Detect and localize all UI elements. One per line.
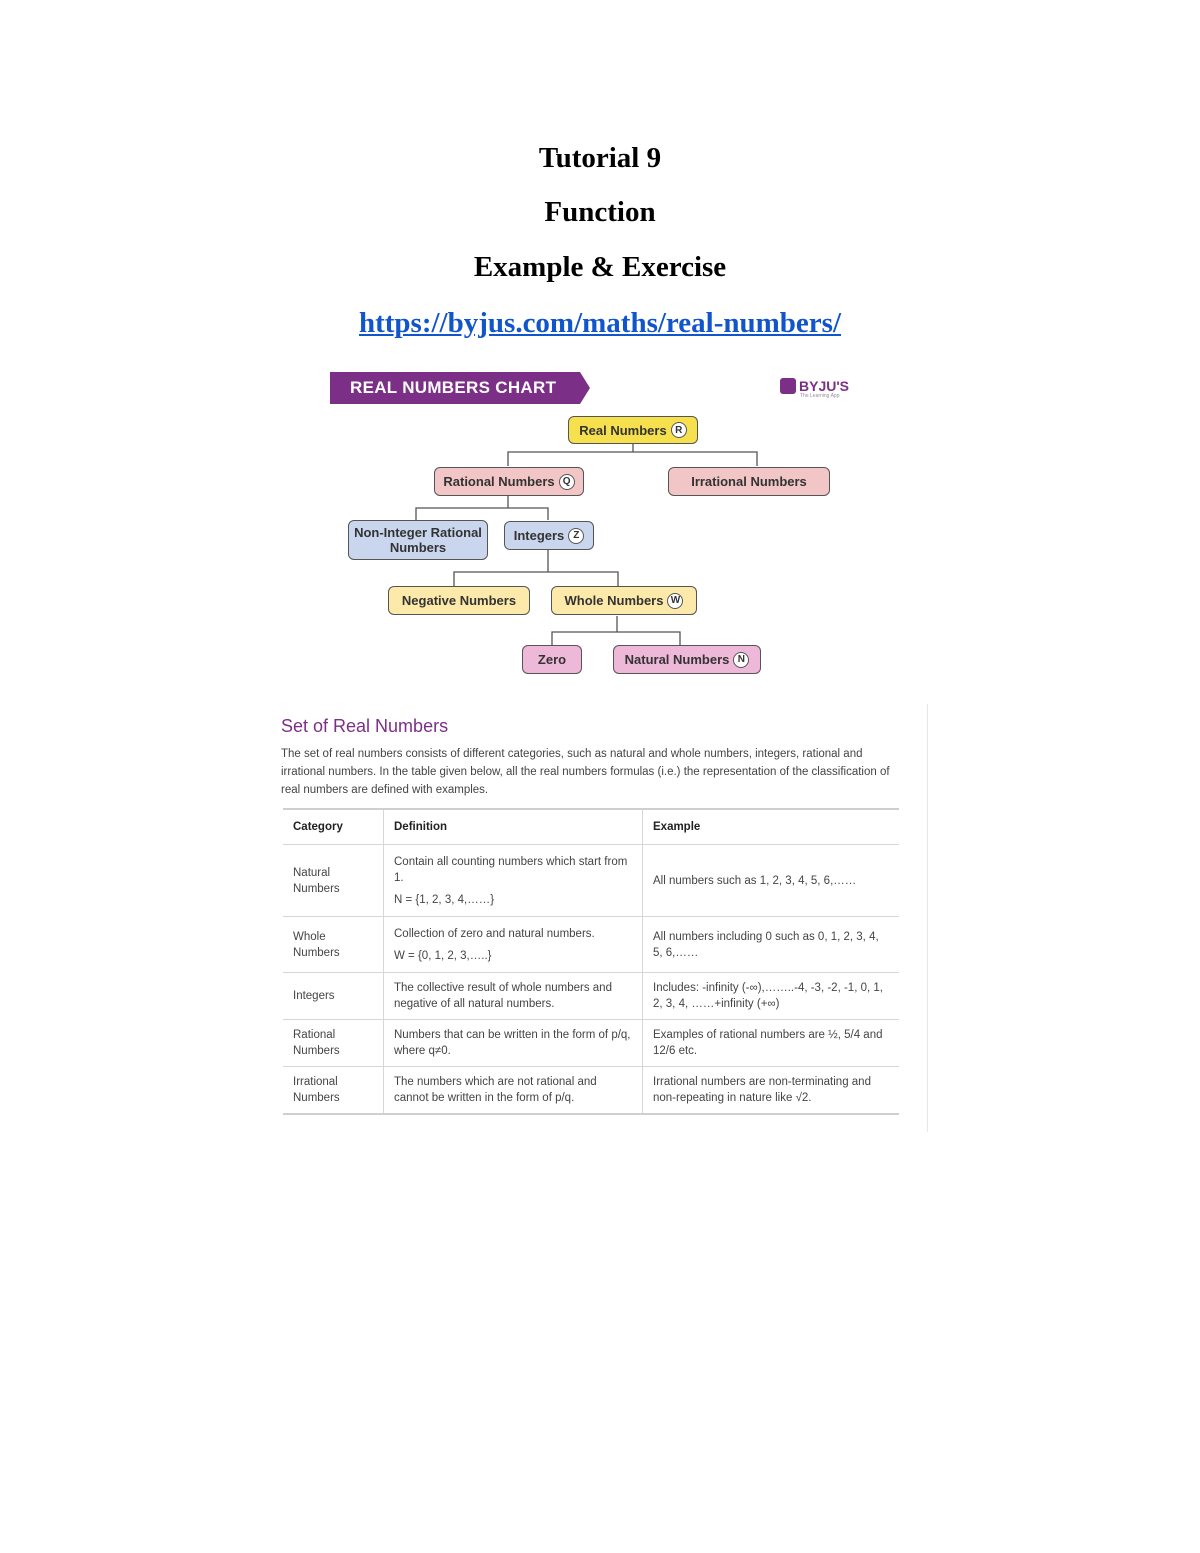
node-natural-numbers — [613, 645, 761, 674]
node-negative-label: Negative Numbers — [401, 593, 517, 608]
node-zero-label: Zero — [537, 652, 567, 667]
node-negative-numbers — [388, 586, 530, 615]
symbol-q: Q — [559, 474, 575, 490]
node-non-integer-rational — [348, 520, 488, 560]
symbol-w: W — [667, 593, 683, 609]
symbol-r: R — [671, 422, 687, 438]
reference-link[interactable]: https://byjus.com/maths/real-numbers/ — [358, 307, 841, 339]
page-subtitle: Function — [544, 196, 656, 228]
brand-tagline: The Learning App — [800, 393, 840, 399]
real-numbers-chart — [326, 368, 858, 700]
cell-category: Irrational Numbers — [283, 1067, 384, 1114]
cell-definition: Numbers that can be written in the form of p/q, where q≠0. — [384, 1020, 643, 1067]
definition-formula: N = {1, 2, 3, 4,……} — [394, 893, 495, 906]
cell-definition — [384, 845, 643, 917]
cell-definition: The numbers which are not rational and cannot be written in the form of p/q. — [384, 1067, 643, 1114]
node-non-integer-label: Non-Integer Rational Numbers — [354, 525, 482, 555]
cell-definition — [384, 917, 643, 973]
cell-category: Integers — [283, 973, 384, 1020]
cell-category: Whole Numbers — [283, 917, 384, 973]
node-zero — [522, 645, 582, 674]
node-integers-label: Integers — [513, 528, 565, 543]
table-row — [283, 1067, 899, 1114]
set-section-description: The set of real numbers consists of different categories, such as natural and whole numbers, integers, rational and irrational numbers. In the table given below, all the real numbers formulas (i.e.) the representation of the classification of real numbers are defined with examples. — [281, 748, 890, 796]
table-row — [283, 845, 899, 917]
connector-whole — [552, 616, 680, 646]
node-irrational-numbers — [668, 467, 830, 496]
table-row — [283, 973, 899, 1020]
page-title: Tutorial 9 — [538, 142, 662, 174]
cell-example: Irrational numbers are non-terminating and non-repeating in nature like √2. — [643, 1067, 900, 1114]
table-row — [283, 917, 899, 973]
node-real-label: Real Numbers — [579, 422, 667, 438]
header-definition: Definition — [384, 809, 643, 845]
symbol-n: N — [733, 652, 749, 668]
cell-example: All numbers such as 1, 2, 3, 4, 5, 6,…… — [643, 845, 900, 917]
node-natural-label: Natural Numbers — [624, 652, 730, 667]
node-rational-label: Rational Numbers — [443, 474, 555, 489]
brand-name: BYJU'S — [799, 378, 850, 394]
cell-example: Includes: -infinity (-∞),……..-4, -3, -2, -1, 0, 1, 2, 3, 4, ……+infinity (+∞) — [643, 973, 900, 1020]
cell-example: All numbers including 0 such as 0, 1, 2, 3, 4, 5, 6,…… — [643, 917, 900, 973]
node-rational-numbers — [434, 467, 584, 496]
node-irrational-label: Irrational Numbers — [691, 474, 807, 489]
node-integers — [504, 521, 594, 550]
set-section-title: Set of Real Numbers — [281, 716, 449, 736]
chart-title: REAL NUMBERS CHART — [350, 378, 557, 397]
symbol-z: Z — [568, 528, 584, 544]
connector-rational — [416, 496, 548, 520]
table-row — [283, 1020, 899, 1067]
cell-category: Natural Numbers — [283, 845, 384, 917]
real-numbers-table — [283, 808, 899, 1115]
cell-definition: The collective result of whole numbers and negative of all natural numbers. — [384, 973, 643, 1020]
node-whole-numbers — [551, 586, 697, 615]
section-heading: Example & Exercise — [473, 251, 727, 283]
cell-category: Rational Numbers — [283, 1020, 384, 1067]
section-divider — [927, 704, 928, 1132]
definition-formula: W = {0, 1, 2, 3,…..} — [394, 949, 492, 962]
cell-example: Examples of rational numbers are ½, 5/4 and 12/6 etc. — [643, 1020, 900, 1067]
header-example: Example — [643, 809, 900, 845]
connector-real — [508, 444, 757, 466]
table-header-row — [283, 809, 899, 845]
definition-text: Collection of zero and natural numbers. — [394, 927, 595, 940]
node-whole-label: Whole Numbers — [564, 593, 664, 608]
header-category: Category — [283, 809, 384, 845]
definition-text: Contain all counting numbers which start from 1. — [394, 855, 628, 884]
node-real-numbers — [568, 416, 698, 444]
